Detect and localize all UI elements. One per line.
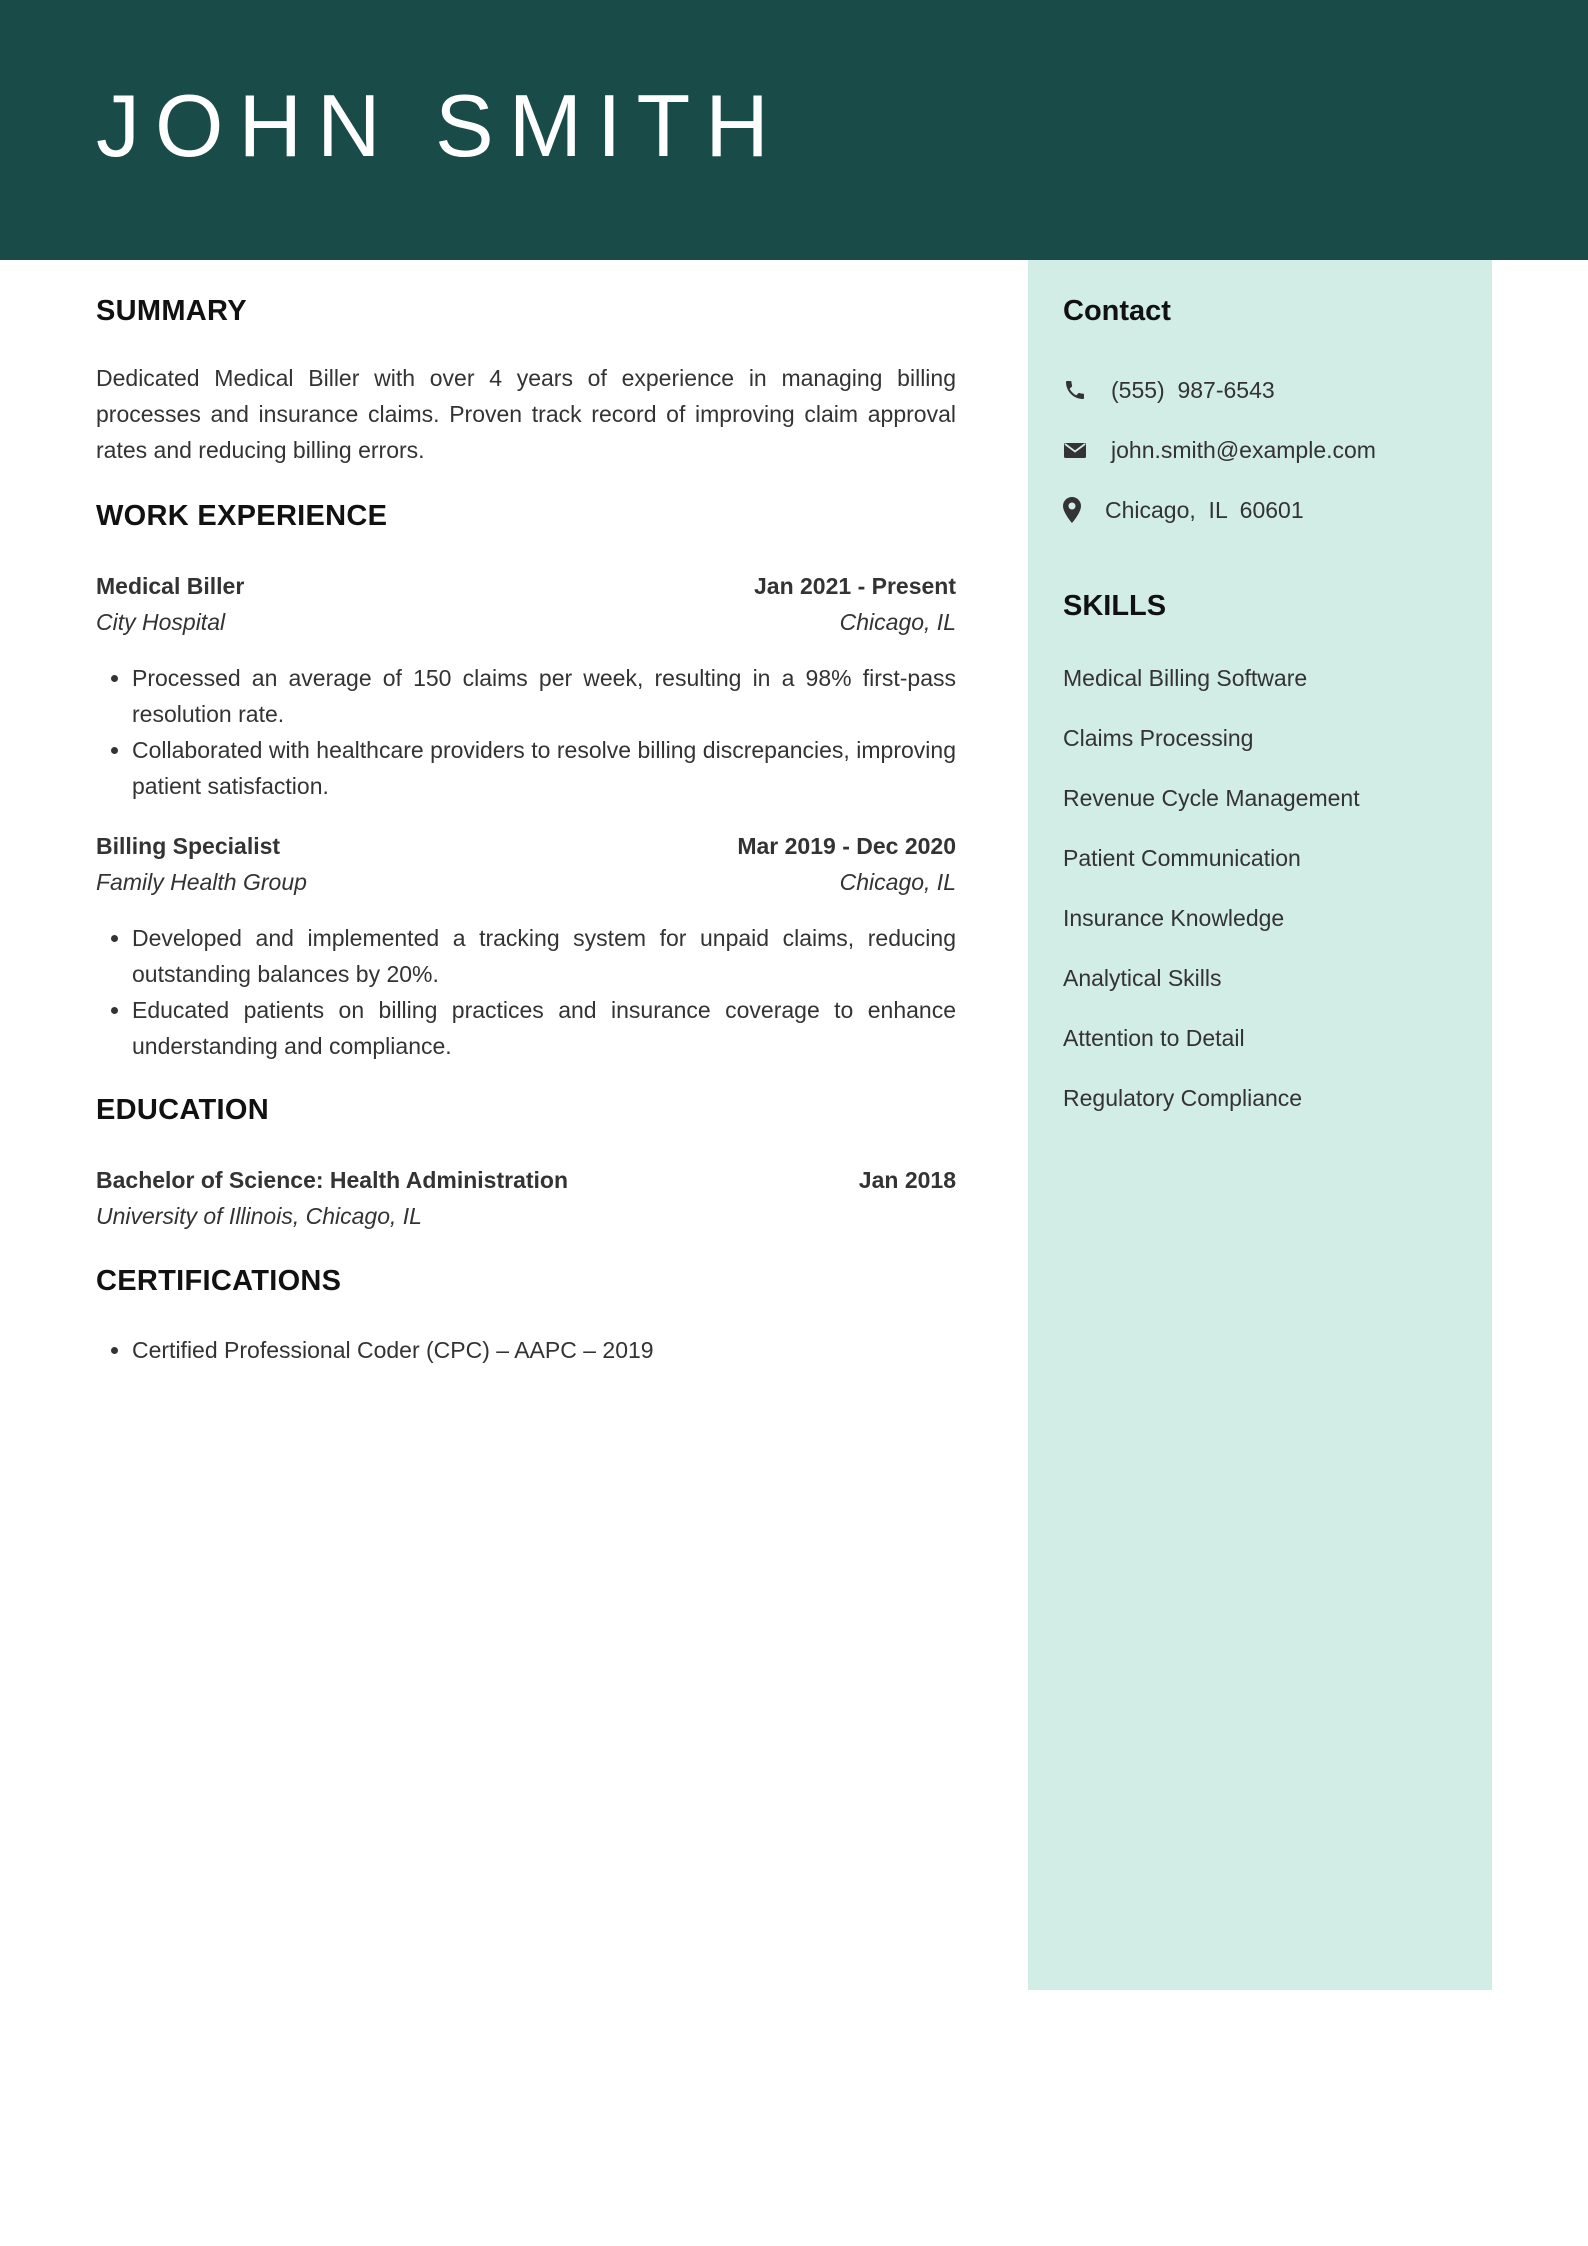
skill-item: Insurance Knowledge <box>1063 905 1285 931</box>
job-dates: Jan 2021 - Present <box>753 573 956 599</box>
certifications-heading: CERTIFICATIONS <box>96 1265 342 1297</box>
location-text: Chicago, IL 60601 <box>1105 497 1304 523</box>
work-experience-heading: WORK EXPERIENCE <box>96 500 388 532</box>
skill-item: Regulatory Compliance <box>1063 1085 1303 1111</box>
contact-email <box>1063 432 1376 468</box>
skill-item: Patient Communication <box>1063 845 1301 871</box>
degree-date: Jan 2018 <box>858 1167 956 1193</box>
job-bullets <box>96 660 956 804</box>
certifications-list <box>96 1332 956 1368</box>
skill-item: Attention to Detail <box>1063 1025 1245 1051</box>
sidebar <box>1028 260 1492 1990</box>
education-entry <box>96 1162 956 1234</box>
job-entry <box>96 568 956 804</box>
job-company: Family Health Group <box>96 869 307 895</box>
contact-location <box>1063 492 1304 528</box>
candidate-name: JOHN SMITH <box>96 76 784 175</box>
job-company: City Hospital <box>96 609 226 635</box>
skill-item: Claims Processing <box>1063 725 1254 751</box>
job-bullet: • Collaborated with healthcare providers to resolve billing discrepancies, improving patient satisfaction. <box>132 732 956 804</box>
map-marker-icon <box>1063 496 1085 524</box>
skill-item: Analytical Skills <box>1063 965 1222 991</box>
job-bullets <box>96 920 956 1064</box>
job-role: Billing Specialist <box>96 833 281 859</box>
job-location: Chicago, IL <box>839 869 956 895</box>
phone-icon <box>1063 376 1091 404</box>
education-heading: EDUCATION <box>96 1094 269 1126</box>
contact-heading: Contact <box>1063 295 1171 327</box>
skills-heading: SKILLS <box>1063 590 1167 622</box>
skill-item: Revenue Cycle Management <box>1063 785 1360 811</box>
job-bullet: • Developed and implemented a tracking system for unpaid claims, reducing outstanding balances by 20%. <box>132 920 956 992</box>
certification-item: • Certified Professional Coder (CPC) – AAPC – 2019 <box>132 1332 956 1368</box>
job-dates: Mar 2019 - Dec 2020 <box>737 833 956 859</box>
job-role: Medical Biller <box>96 573 245 599</box>
job-bullet: • Educated patients on billing practices and insurance coverage to enhance understanding and compliance. <box>132 992 956 1064</box>
contact-phone <box>1063 372 1275 408</box>
skill-item: Medical Billing Software <box>1063 665 1308 691</box>
envelope-icon <box>1063 436 1091 464</box>
job-location: Chicago, IL <box>839 609 956 635</box>
job-bullet: • Processed an average of 150 claims per week, resulting in a 98% first-pass resolution rate. <box>132 660 956 732</box>
job-entry <box>96 828 956 1064</box>
resume-header <box>0 0 1588 260</box>
school: University of Illinois, Chicago, IL <box>96 1203 422 1229</box>
degree: Bachelor of Science: Health Administration <box>96 1167 569 1193</box>
phone-text: (555) 987-6543 <box>1111 377 1275 403</box>
summary-heading: SUMMARY <box>96 295 247 327</box>
email-text: john.smith@example.com <box>1111 437 1376 463</box>
summary-text: Dedicated Medical Biller with over 4 years of experience in managing billing processes and insurance claims. Proven track record of improving claim approval rates and reducing billing errors. <box>96 365 956 463</box>
